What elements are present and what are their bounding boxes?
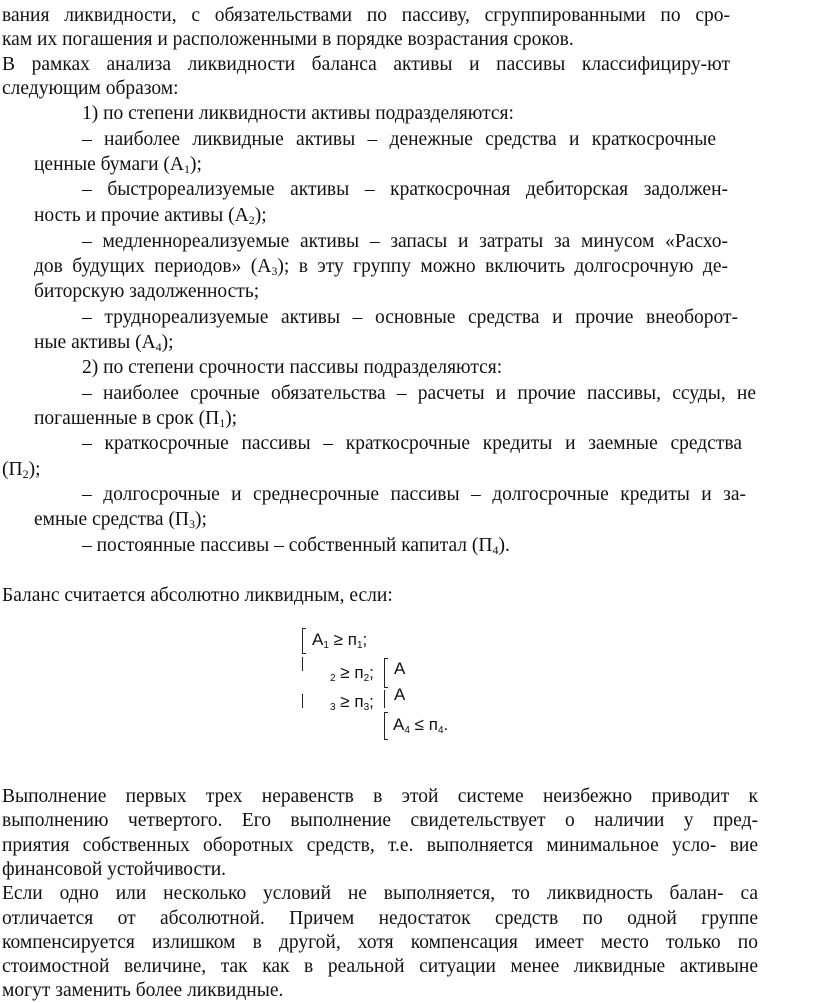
formula-brace-right <box>384 658 388 688</box>
text-line: Выполнение первых трех неравенств в этой системе неизбежно приводит к <box>2 786 758 807</box>
list-item: – краткосрочные пассивы – краткосрочные кредиты и заемные средства <box>82 433 742 454</box>
formula-brace-left <box>302 694 303 708</box>
list-item: – быстрореализуемые активы – краткосрочная дебиторская задолжен- <box>82 179 728 200</box>
text-line: кам их погашения и расположенными в порядке возрастания сроков. <box>2 29 574 50</box>
formula-line: $А_4 \le п_4$. <box>393 715 449 736</box>
list-item: – труднореализуемые активы – основные средства и прочие внеоборот- <box>82 307 738 328</box>
list-item-continuation: дов будущих периодов» $(А_3)$; в эту группу можно включить долгосрочную де- <box>34 256 728 278</box>
text-line: Если одно или несколько условий не выполняется, то ликвидность балан- са <box>2 883 758 904</box>
formula-brace-left <box>302 657 303 671</box>
list-item-continuation: $(П_2)$; <box>2 459 41 481</box>
formula-extra-term: А <box>394 659 406 678</box>
text-line: Баланс считается абсолютно ликвидным, если: <box>2 585 393 606</box>
list-item: – наиболее ликвидные активы – денежные средства и краткосрочные <box>82 129 716 150</box>
list-item-continuation: емные средства $(П_3)$; <box>34 509 207 531</box>
text-line: финансовой устойчивости. <box>2 859 227 880</box>
list-item: – постоянные пассивы – собственный капитал $(П_4)$. <box>82 535 510 557</box>
formula-brace-right <box>384 712 388 740</box>
list-item-continuation: ность и прочие активы $(А_2)$; <box>34 205 267 227</box>
text-line: могут заменить более ликвидные. <box>2 980 284 1001</box>
list-item: – медленнореализуемые активы – запасы и затраты за минусом «Расхо- <box>82 231 728 252</box>
text-line: вания ликвидности, с обязательствами по пассиву, сгруппированными по сро- <box>2 5 730 26</box>
text-line: выполнению четвертого. Его выполнение свидетельствует о наличии у пред- <box>2 810 758 831</box>
list-item-continuation: погашенные в срок $(П_1)$; <box>34 408 238 430</box>
list-item: – долгосрочные и среднесрочные пассивы – долгосрочные кредиты и за- <box>82 484 746 505</box>
list-item-continuation: ценные бумаги $(А_1)$; <box>34 154 202 176</box>
list-item-continuation: биторскую задолженность; <box>34 281 260 302</box>
text-line: 2) по степени срочности пассивы подразделяются: <box>82 357 503 378</box>
formula-brace-right <box>384 690 385 708</box>
formula-brace-left <box>302 628 306 654</box>
text-line: 1) по степени ликвидности активы подразделяются: <box>82 103 514 124</box>
text-line: отличается от абсолютной. Причем недостаток средств по одной группе <box>2 908 758 929</box>
formula-line: $А_1 \ge п_1$; <box>312 630 368 651</box>
list-item-continuation: ные активы $(А_4)$; <box>34 332 174 354</box>
formula-line: $_3 \ge п_3$; <box>330 692 374 713</box>
text-line: следующим образом: <box>2 78 179 99</box>
text-line: стоимостной величине, так как в реальной ситуации менее ликвидные активыне <box>2 956 758 977</box>
list-item: – наиболее срочные обязательства – расчеты и прочие пассивы, ссуды, не <box>82 383 756 404</box>
formula-extra-term: А <box>394 685 406 704</box>
text-line: В рамках анализа ликвидности баланса активы и пассивы классифициру-ют <box>2 54 730 75</box>
formula-line: $_2 \ge п_2$; <box>330 663 374 684</box>
text-line: приятия собственных оборотных средств, т.е. выполняется минимальное усло- вие <box>2 835 758 856</box>
text-line: компенсируется излишком в другой, хотя компенсация имеет место только по <box>2 932 758 953</box>
